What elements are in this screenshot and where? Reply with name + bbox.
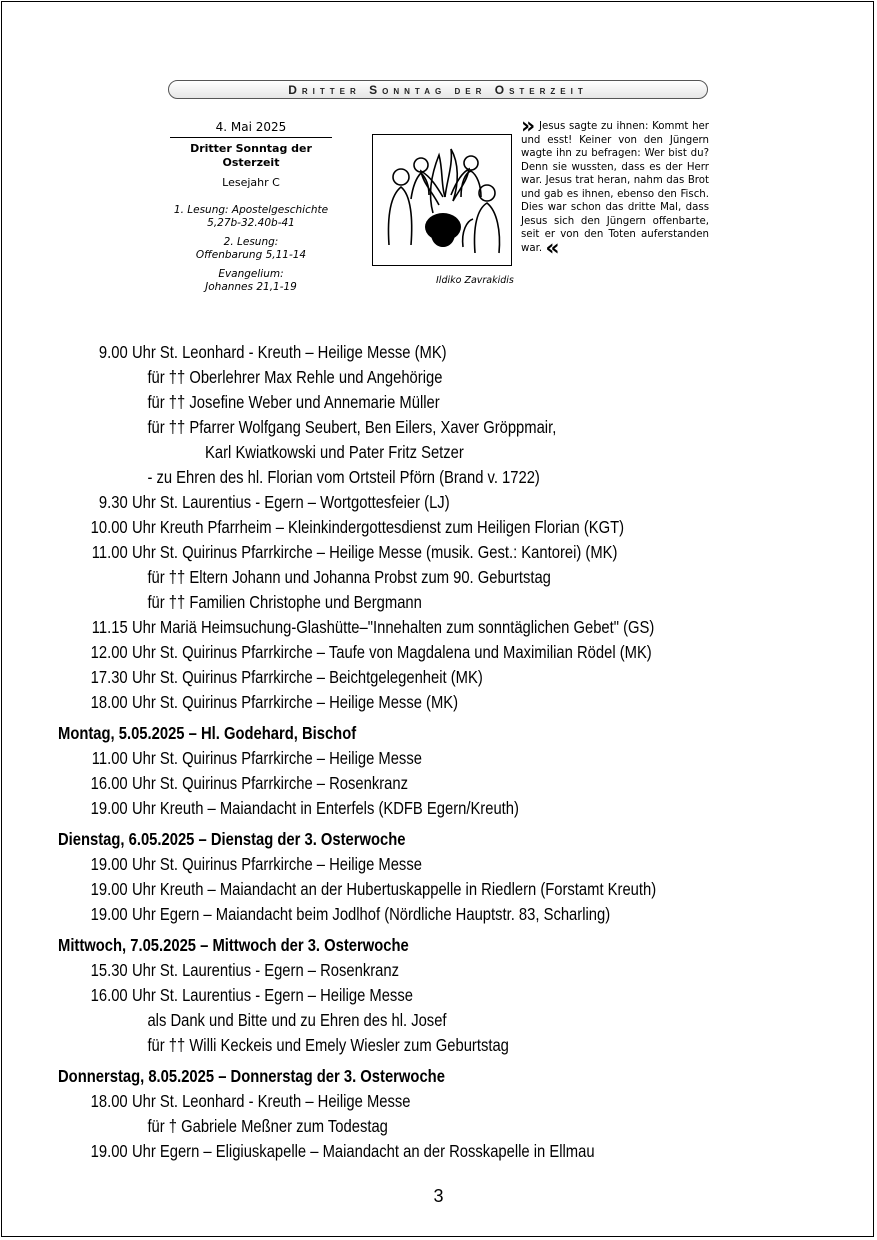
sunday-section [58,340,746,715]
schedule-line [58,983,746,1008]
entry-time: 19.00 [90,879,128,899]
schedule-line [58,665,746,690]
entry-time: 16.00 [90,773,128,793]
schedule-line [58,877,746,902]
entry-text: Uhr St. Leonhard - Kreuth – Heilige Messe (MK) [131,342,447,362]
entry-time: 9.00 [98,342,128,362]
day-section-thursday [58,1063,746,1164]
schedule-line [58,1114,746,1139]
entry-text: für †† Oberlehrer Max Rehle und Angehörige [147,367,443,387]
schedule-line [58,902,746,927]
schedule-line [58,490,746,515]
schedule-line [58,1139,746,1164]
gospel-label: Evangelium: [218,268,284,280]
schedule-line [58,440,746,465]
entry-time: 19.00 [90,904,128,924]
schedule-line [58,340,746,365]
entry-time: 10.00 [90,517,128,537]
entry-time: 19.00 [90,798,128,818]
schedule-line [58,390,746,415]
day-heading: Dienstag, 6.05.2025 – Dienstag der 3. Osterwoche [58,829,406,849]
reading-2-ref: Offenbarung 5,11-14 [195,249,307,261]
schedule-line [58,852,746,877]
entry-text: Uhr St. Quirinus Pfarrkirche – Heilige Messe [131,748,422,768]
schedule [58,340,746,1169]
schedule-line [58,415,746,440]
entry-time: 12.00 [90,642,128,662]
reading-1 [170,204,332,230]
entry-time: 18.00 [90,692,128,712]
entry-text: für †† Pfarrer Wolfgang Seubert, Ben Eilers, Xaver Gröppmair, [147,417,557,437]
entry-time: 16.00 [90,985,128,1005]
entry-text: Uhr St. Quirinus Pfarrkirche – Rosenkranz [131,773,408,793]
entry-time: 11.00 [91,748,128,768]
entry-text: Uhr Kreuth Pfarrheim – Kleinkindergottesdienst zum Heiligen Florian (KGT) [131,517,625,537]
gospel-ref: Johannes 21,1-19 [205,281,297,293]
entry-time: 19.00 [90,1141,128,1161]
schedule-line [58,540,746,565]
schedule-line [58,590,746,615]
schedule-line [58,640,746,665]
artwork-drawing [373,135,511,265]
entry-time: 15.30 [90,960,128,980]
schedule-line [58,746,746,771]
schedule-line [58,615,746,640]
entry-text: Uhr Egern – Eligiuskapelle – Maiandacht an der Rosskapelle in Ellmau [131,1141,595,1161]
schedule-line [58,771,746,796]
schedule-line [58,1033,746,1058]
entry-text: für †† Willi Keckeis und Emely Wiesler zum Geburtstag [147,1035,509,1055]
header-banner [168,80,708,99]
entry-text: Uhr St. Quirinus Pfarrkirche – Heilige Messe [131,854,422,874]
schedule-line [58,1089,746,1114]
gospel [170,268,332,294]
reading-1-ref: 5,27b-32.40b-41 [207,217,295,229]
entry-text: Uhr Kreuth – Maiandacht in Enterfels (KDFB Egern/Kreuth) [131,798,519,818]
reading-2-label: 2. Lesung: [223,236,279,248]
entry-text: Uhr St. Quirinus Pfarrkirche – Heilige Messe (musik. Gest.: Kantorei) (MK) [131,542,618,562]
artwork-caption: Ildiko Zavrakidis [436,275,514,286]
entry-text: Uhr St. Quirinus Pfarrkirche – Heilige Messe (MK) [131,692,459,712]
entry-time: 11.00 [91,542,128,562]
header-title: Dritter Sonntag der Osterzeit [288,82,588,97]
info-sunday: Dritter Sonntag der Osterzeit [190,142,312,169]
quote-open-mark: » [521,114,536,139]
schedule-line [58,958,746,983]
reading-1-label: 1. Lesung: Apostelgeschichte [173,204,329,216]
liturgy-info [170,120,332,300]
page-number: 3 [433,1186,444,1206]
schedule-line [58,365,746,390]
day-section-wednesday [58,932,746,1058]
entry-text: Uhr St. Laurentius - Egern – Heilige Messe [131,985,413,1005]
entry-time: 11.15 [91,617,128,637]
gospel-quote [521,114,709,261]
day-section-monday [58,720,746,821]
info-year: Lesejahr C [222,176,280,189]
entry-text: - zu Ehren des hl. Florian vom Ortsteil Pförn (Brand v. 1722) [147,467,540,487]
entry-text: Uhr St. Laurentius - Egern – Rosenkranz [131,960,399,980]
schedule-line [58,465,746,490]
artwork-image [372,134,512,266]
info-date: 4. Mai 2025 [170,120,332,138]
entry-time: 17.30 [90,667,128,687]
entry-text: Karl Kwiatkowski und Pater Fritz Setzer [205,442,464,462]
entry-text: Uhr St. Laurentius - Egern – Wortgottesfeier (LJ) [131,492,450,512]
schedule-line [58,1008,746,1033]
schedule-line [58,565,746,590]
day-heading: Mittwoch, 7.05.2025 – Mittwoch der 3. Osterwoche [58,935,409,955]
quote-close-mark: « [545,235,560,261]
day-section-tuesday [58,826,746,927]
entry-time: 19.00 [90,854,128,874]
entry-text: für † Gabriele Meßner zum Todestag [147,1116,388,1136]
entry-text: Uhr Egern – Maiandacht beim Jodlhof (Nördliche Hauptstr. 83, Scharling) [131,904,611,924]
entry-text: Uhr St. Quirinus Pfarrkirche – Taufe von Magdalena und Maximilian Rödel (MK) [131,642,652,662]
entry-text: für †† Josefine Weber und Annemarie Müller [147,392,440,412]
entry-time: 9.30 [98,492,128,512]
entry-text: Uhr Kreuth – Maiandacht an der Hubertuskappelle in Riedlern (Forstamt Kreuth) [131,879,657,899]
schedule-line [58,796,746,821]
entry-text: Uhr St. Leonhard - Kreuth – Heilige Messe [131,1091,411,1111]
quote-text: Jesus sagte zu ihnen: Kommt her und esst! Keiner von den Jüngern wagte ihn zu befragen: Wer bist du? Denn sie wussten, dass es der Herr war. Jesus trat heran, nahm das Brot und gab es ihnen, ebenso den Fisch. Dies war schon das dritte Mal, dass Jesus sich den Jüngern offenbarte, seit er von den Toten auferstanden war. [521,121,709,254]
entry-text: Uhr Mariä Heimsuchung-Glashütte–"Innehalten zum sonntäglichen Gebet" (GS) [131,617,655,637]
entry-text: für †† Eltern Johann und Johanna Probst zum 90. Geburtstag [147,567,551,587]
day-heading: Montag, 5.05.2025 – Hl. Godehard, Bischof [58,723,357,743]
schedule-line [58,690,746,715]
reading-2 [170,236,332,262]
entry-text: Uhr St. Quirinus Pfarrkirche – Beichtgelegenheit (MK) [131,667,483,687]
schedule-line [58,515,746,540]
day-heading: Donnerstag, 8.05.2025 – Donnerstag der 3. Osterwoche [58,1066,445,1086]
entry-text: als Dank und Bitte und zu Ehren des hl. Josef [147,1010,447,1030]
entry-text: für †† Familien Christophe und Bergmann [147,592,422,612]
entry-time: 18.00 [90,1091,128,1111]
